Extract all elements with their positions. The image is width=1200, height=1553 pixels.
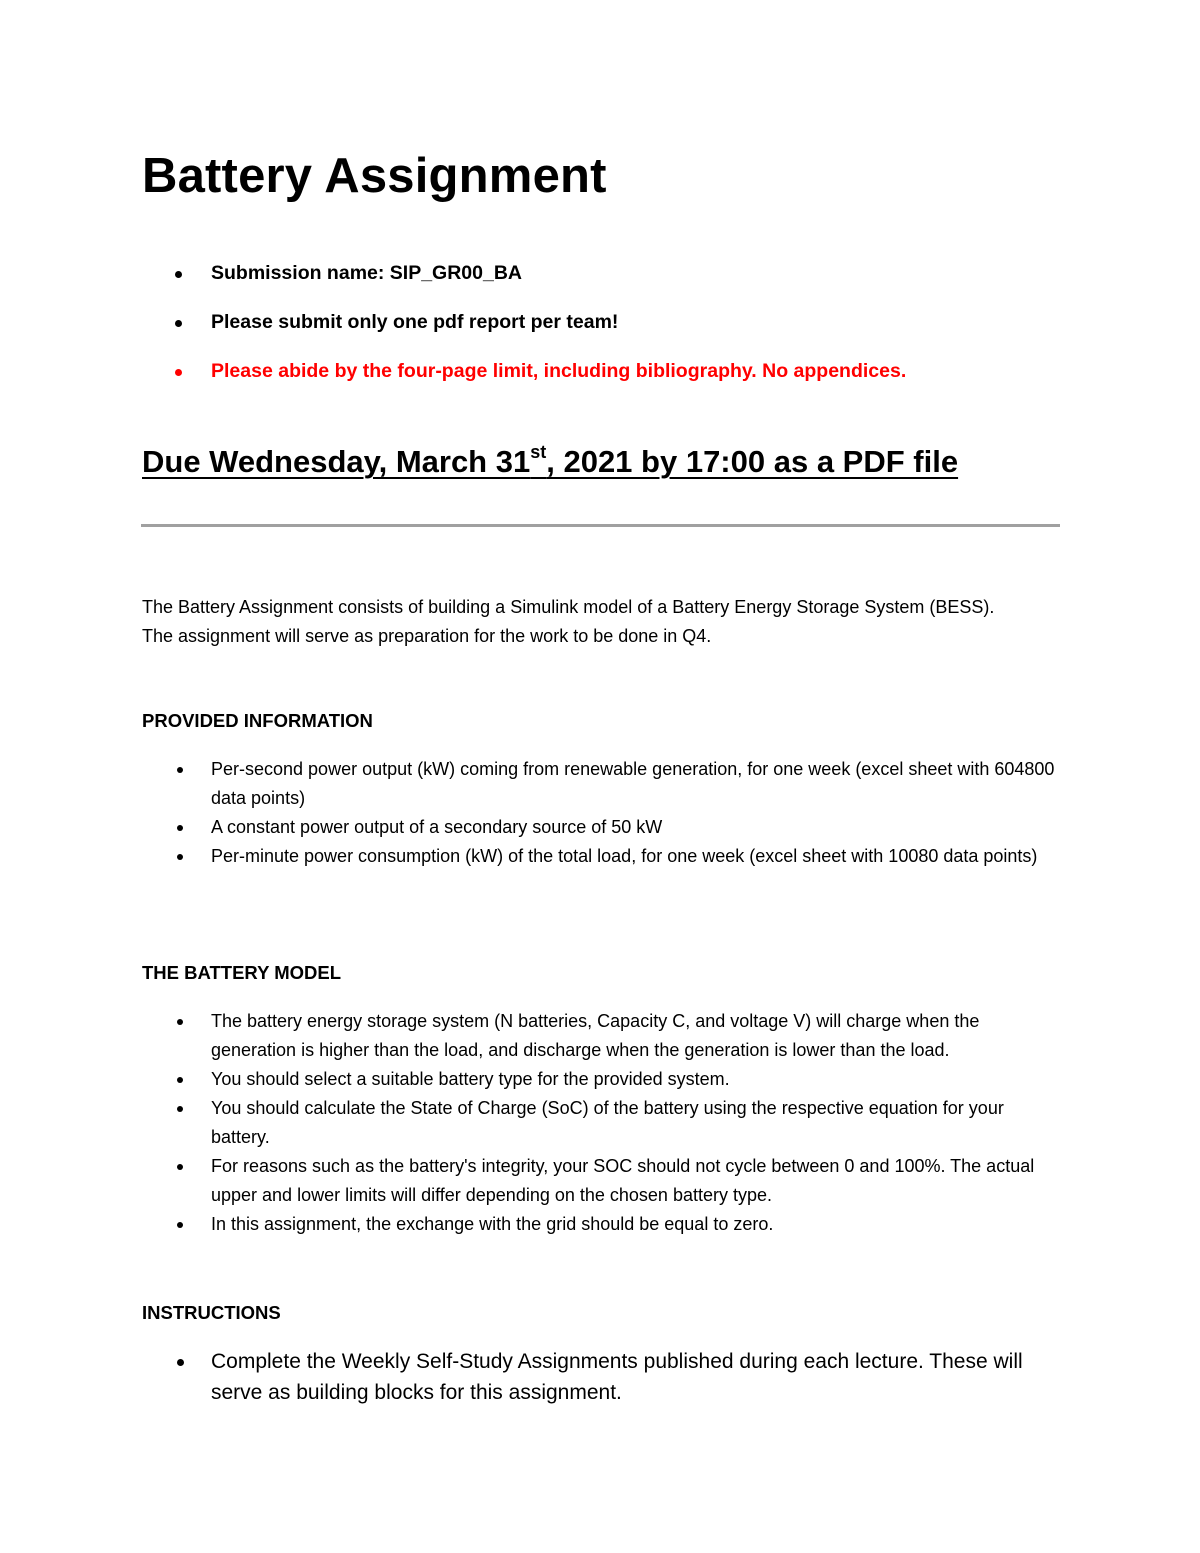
intro-line: The Battery Assignment consists of building a Simulink model of a Battery Energy Storage System (BESS). <box>142 597 995 617</box>
bullet-icon <box>175 320 182 327</box>
due-date-rest: , 2021 by 17:00 as a PDF file <box>546 444 959 479</box>
bullet-text: Submission name: SIP_GR00_BA <box>211 262 523 284</box>
provided-information-list <box>172 755 1062 871</box>
submission-name-note <box>170 262 906 311</box>
document-title: Battery Assignment <box>142 149 607 203</box>
intro-paragraph <box>142 593 1082 651</box>
bullet-icon <box>177 1164 183 1170</box>
horizontal-divider <box>141 524 1060 527</box>
bullet-icon <box>177 1222 183 1228</box>
instructions-list <box>172 1346 1062 1408</box>
list-item: You should select a suitable battery type for the provided system. <box>172 1065 1062 1094</box>
submission-notes <box>170 262 906 409</box>
list-item: Complete the Weekly Self-Study Assignments published during each lecture. These will serve as building blocks for this assignment. <box>172 1346 1062 1408</box>
one-report-note <box>170 311 906 360</box>
bullet-icon <box>177 767 183 773</box>
bullet-icon <box>175 369 182 376</box>
intro-line: The assignment will serve as preparation for the work to be done in Q4. <box>142 626 712 646</box>
bullet-icon <box>177 854 183 860</box>
provided-information-heading: PROVIDED INFORMATION <box>142 710 373 731</box>
due-date-ordinal: st <box>530 442 547 462</box>
instructions-heading: INSTRUCTIONS <box>142 1302 281 1323</box>
bullet-icon <box>177 1077 183 1083</box>
list-item: In this assignment, the exchange with the grid should be equal to zero. <box>172 1210 1062 1239</box>
list-item: The battery energy storage system (N batteries, Capacity C, and voltage V) will charge when the generation is higher than the load, and discharge when the generation is lower than the load. <box>172 1007 1062 1065</box>
bullet-icon <box>177 1359 184 1366</box>
due-date-heading <box>142 444 958 480</box>
list-item: Per-minute power consumption (kW) of the total load, for one week (excel sheet with 10080 data points) <box>172 842 1062 871</box>
list-item: A constant power output of a secondary source of 50 kW <box>172 813 1062 842</box>
bullet-icon <box>177 1019 183 1025</box>
due-date-text: Due Wednesday, March 31 <box>142 444 531 479</box>
battery-model-heading: THE BATTERY MODEL <box>142 962 342 983</box>
bullet-icon <box>177 1106 183 1112</box>
bullet-text: Please abide by the four-page limit, including bibliography. No appendices. <box>211 360 907 382</box>
list-item: You should calculate the State of Charge (SoC) of the battery using the respective equation for your battery. <box>172 1094 1062 1152</box>
battery-model-list <box>172 1007 1062 1239</box>
list-item: For reasons such as the battery's integrity, your SOC should not cycle between 0 and 100%. The actual upper and lower limits will differ depending on the chosen battery type. <box>172 1152 1062 1210</box>
bullet-text: Please submit only one pdf report per team! <box>211 311 619 333</box>
list-item: Per-second power output (kW) coming from renewable generation, for one week (excel sheet with 604800 data points) <box>172 755 1062 813</box>
bullet-icon <box>177 825 183 831</box>
bullet-icon <box>175 271 182 278</box>
page-limit-note <box>170 360 906 409</box>
